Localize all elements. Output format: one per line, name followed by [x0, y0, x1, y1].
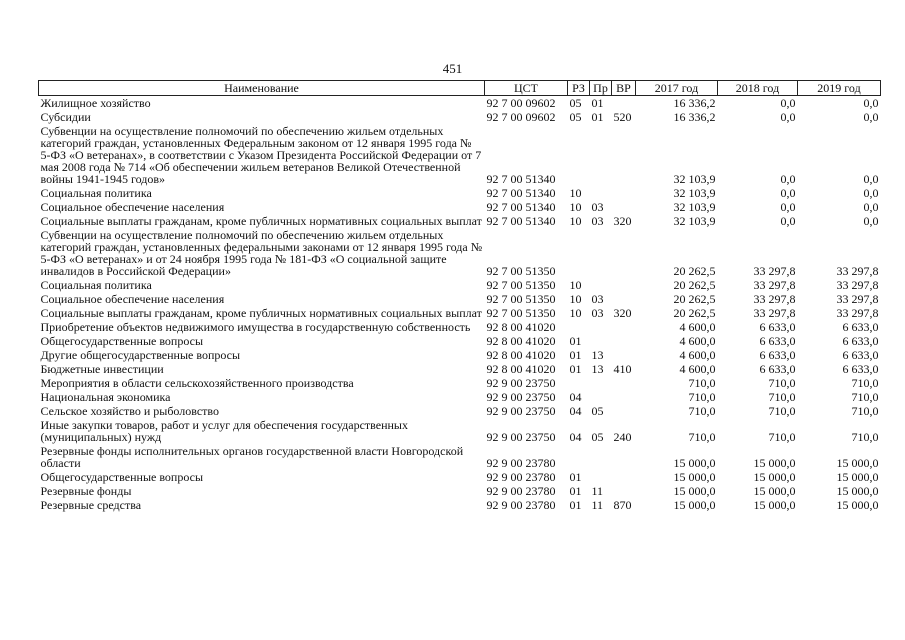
cell-2018: 33 297,8 [753, 278, 796, 292]
cell-pr [590, 278, 612, 292]
cell-2018: 0,0 [780, 172, 796, 186]
header-name: Наименование [39, 81, 485, 96]
cell-cst: 92 7 00 51340 [486, 200, 556, 214]
cell-cst: 92 7 00 51350 [486, 264, 556, 278]
table-row [39, 444, 881, 470]
cell-rz [568, 444, 590, 470]
cell-2017: 710,0 [688, 430, 716, 444]
cell-2017: 15 000,0 [673, 484, 716, 498]
cell-rz: 10 [569, 214, 582, 228]
budget-table [38, 80, 881, 512]
cell-cst: 92 9 00 23750 [486, 390, 556, 404]
cell-2019: 33 297,8 [836, 292, 879, 306]
cell-2018: 710,0 [768, 404, 796, 418]
cell-2019: 15 000,0 [836, 498, 879, 512]
cell-name: Сельское хозяйство и рыболовство [40, 404, 220, 418]
cell-rz [568, 376, 590, 390]
cell-pr: 05 [591, 404, 604, 418]
table-row [39, 110, 881, 124]
cell-vr [612, 484, 636, 498]
cell-2019: 15 000,0 [836, 456, 879, 470]
cell-name: Иные закупки товаров, работ и услуг для обеспечения государственных (муниципальных) нужд [40, 418, 408, 444]
cell-2017: 20 262,5 [673, 264, 716, 278]
cell-2019: 33 297,8 [836, 264, 879, 278]
cell-2019: 710,0 [851, 430, 879, 444]
cell-2019: 33 297,8 [836, 278, 879, 292]
cell-pr: 11 [591, 484, 604, 498]
cell-2019: 33 297,8 [836, 306, 879, 320]
cell-2017: 710,0 [688, 404, 716, 418]
cell-2017: 32 103,9 [673, 200, 716, 214]
cell-vr [612, 404, 636, 418]
cell-2018: 15 000,0 [753, 498, 796, 512]
cell-name: Резервные фонды [40, 484, 132, 498]
cell-cst: 92 9 00 23750 [486, 376, 556, 390]
cell-cst: 92 7 00 51340 [486, 172, 556, 186]
cell-2017: 15 000,0 [673, 470, 716, 484]
cell-vr [612, 228, 636, 278]
cell-name: Жилищное хозяйство [40, 96, 151, 110]
cell-2019: 0,0 [863, 186, 879, 200]
cell-2019: 6 633,0 [842, 334, 879, 348]
cell-2017: 710,0 [688, 390, 716, 404]
cell-name: Общегосударственные вопросы [40, 334, 204, 348]
cell-2018: 710,0 [768, 376, 796, 390]
table-header-row [39, 81, 881, 96]
table-row [39, 362, 881, 376]
cell-2017: 710,0 [688, 376, 716, 390]
cell-2018: 15 000,0 [753, 470, 796, 484]
cell-vr [612, 444, 636, 470]
page-number: 451 [442, 61, 463, 76]
cell-2018: 0,0 [780, 214, 796, 228]
header-pr: Пр [590, 81, 612, 96]
cell-vr [612, 186, 636, 200]
cell-2019: 0,0 [863, 172, 879, 186]
table-row [39, 418, 881, 444]
cell-vr [612, 334, 636, 348]
table-row [39, 348, 881, 362]
cell-rz: 04 [569, 390, 582, 404]
cell-cst: 92 9 00 23750 [486, 430, 556, 444]
cell-2017: 20 262,5 [673, 292, 716, 306]
cell-2018: 710,0 [768, 390, 796, 404]
cell-2018: 0,0 [780, 186, 796, 200]
cell-2017: 32 103,9 [673, 172, 716, 186]
cell-rz: 10 [569, 292, 582, 306]
cell-2017: 20 262,5 [673, 306, 716, 320]
cell-pr: 03 [591, 306, 604, 320]
cell-2019: 15 000,0 [836, 470, 879, 484]
cell-2019: 0,0 [863, 110, 879, 124]
cell-2019: 0,0 [863, 214, 879, 228]
cell-rz: 10 [569, 306, 582, 320]
cell-rz: 05 [569, 110, 582, 124]
cell-vr: 410 [613, 362, 632, 376]
cell-2018: 33 297,8 [753, 292, 796, 306]
cell-2019: 6 633,0 [842, 362, 879, 376]
cell-pr: 11 [591, 498, 604, 512]
cell-2018: 0,0 [780, 110, 796, 124]
cell-pr [590, 228, 612, 278]
cell-rz [568, 320, 590, 334]
header-2018: 2018 год [718, 81, 798, 96]
cell-2017: 32 103,9 [673, 186, 716, 200]
table-row [39, 214, 881, 228]
cell-2018: 710,0 [768, 430, 796, 444]
cell-pr [590, 444, 612, 470]
cell-2019: 15 000,0 [836, 484, 879, 498]
cell-2018: 0,0 [780, 200, 796, 214]
cell-cst: 92 9 00 23780 [486, 470, 556, 484]
cell-name: Субсидии [40, 110, 91, 124]
header-2019: 2019 год [798, 81, 881, 96]
table-row [39, 186, 881, 200]
cell-name: Резервные средства [40, 498, 142, 512]
cell-vr [612, 96, 636, 111]
cell-cst: 92 7 00 51350 [486, 306, 556, 320]
cell-cst: 92 9 00 23750 [486, 404, 556, 418]
cell-pr [590, 320, 612, 334]
cell-rz: 01 [569, 498, 582, 512]
table-row [39, 498, 881, 512]
cell-2019: 710,0 [851, 404, 879, 418]
cell-2019: 710,0 [851, 376, 879, 390]
cell-rz: 04 [569, 430, 582, 444]
cell-name: Социальное обеспечение населения [40, 200, 225, 214]
table-row [39, 292, 881, 306]
cell-cst: 92 7 00 51340 [486, 214, 556, 228]
table-row [39, 200, 881, 214]
cell-cst: 92 8 00 41020 [486, 320, 556, 334]
cell-name: Социальная политика [40, 278, 152, 292]
cell-name: Другие общегосударственные вопросы [40, 348, 241, 362]
cell-pr [590, 390, 612, 404]
table-row [39, 228, 881, 278]
cell-name: Социальные выплаты гражданам, кроме публичных нормативных социальных выплат [40, 306, 482, 320]
cell-pr: 03 [591, 214, 604, 228]
cell-2017: 4 600,0 [679, 348, 716, 362]
cell-pr [590, 376, 612, 390]
header-vr: ВР [612, 81, 636, 96]
table-row [39, 404, 881, 418]
cell-vr [612, 320, 636, 334]
cell-pr [590, 334, 612, 348]
cell-vr: 320 [613, 214, 632, 228]
cell-vr [612, 390, 636, 404]
cell-2017: 15 000,0 [673, 456, 716, 470]
cell-name: Социальная политика [40, 186, 152, 200]
cell-vr [612, 348, 636, 362]
cell-2017: 4 600,0 [679, 362, 716, 376]
cell-vr [612, 200, 636, 214]
cell-cst: 92 7 00 51340 [486, 186, 556, 200]
cell-2019: 0,0 [863, 96, 879, 110]
table-body [39, 96, 881, 513]
cell-pr: 05 [591, 430, 604, 444]
cell-pr: 03 [591, 292, 604, 306]
cell-name: Приобретение объектов недвижимого имущества в государственную собственность [40, 320, 471, 334]
table-row [39, 306, 881, 320]
cell-cst: 92 7 00 09602 [486, 110, 556, 124]
table-row [39, 96, 881, 111]
table-row [39, 376, 881, 390]
table-row [39, 484, 881, 498]
cell-pr: 01 [591, 110, 604, 124]
cell-vr: 870 [613, 498, 632, 512]
cell-2019: 0,0 [863, 200, 879, 214]
cell-2017: 15 000,0 [673, 498, 716, 512]
cell-2018: 33 297,8 [753, 264, 796, 278]
cell-pr [590, 124, 612, 186]
cell-cst: 92 7 00 51350 [486, 292, 556, 306]
cell-vr [612, 292, 636, 306]
cell-cst: 92 9 00 23780 [486, 484, 556, 498]
cell-cst: 92 8 00 41020 [486, 334, 556, 348]
cell-vr [612, 124, 636, 186]
cell-vr: 520 [613, 110, 632, 124]
cell-cst: 92 9 00 23780 [486, 498, 556, 512]
cell-2018: 6 633,0 [759, 362, 796, 376]
cell-pr: 03 [591, 200, 604, 214]
cell-2017: 4 600,0 [679, 320, 716, 334]
cell-2019: 710,0 [851, 390, 879, 404]
cell-2019: 6 633,0 [842, 348, 879, 362]
cell-rz: 01 [569, 334, 582, 348]
cell-pr [590, 186, 612, 200]
cell-name: Социальное обеспечение населения [40, 292, 225, 306]
cell-rz: 10 [569, 186, 582, 200]
header-cst: ЦСТ [485, 81, 568, 96]
cell-2018: 6 633,0 [759, 320, 796, 334]
cell-2019: 6 633,0 [842, 320, 879, 334]
cell-2018: 15 000,0 [753, 484, 796, 498]
cell-rz: 01 [569, 348, 582, 362]
table-row [39, 320, 881, 334]
cell-2017: 4 600,0 [679, 334, 716, 348]
cell-2018: 0,0 [780, 96, 796, 110]
cell-vr [612, 376, 636, 390]
cell-name: Общегосударственные вопросы [40, 470, 204, 484]
cell-2017: 32 103,9 [673, 214, 716, 228]
header-2017: 2017 год [636, 81, 718, 96]
cell-rz [568, 228, 590, 278]
cell-vr: 320 [613, 306, 632, 320]
table-row [39, 124, 881, 186]
cell-rz: 04 [569, 404, 582, 418]
cell-name: Социальные выплаты гражданам, кроме публичных нормативных социальных выплат [40, 214, 482, 228]
cell-cst: 92 7 00 09602 [486, 96, 556, 110]
cell-rz: 01 [569, 470, 582, 484]
cell-rz: 01 [569, 484, 582, 498]
cell-cst: 92 7 00 51350 [486, 278, 556, 292]
cell-name: Мероприятия в области сельскохозяйственного производства [40, 376, 354, 390]
cell-vr [612, 278, 636, 292]
table-row [39, 334, 881, 348]
cell-cst: 92 9 00 23780 [486, 456, 556, 470]
cell-pr: 13 [591, 348, 604, 362]
cell-2017: 20 262,5 [673, 278, 716, 292]
cell-pr: 01 [591, 96, 604, 110]
cell-cst: 92 8 00 41020 [486, 362, 556, 376]
header-rz: РЗ [568, 81, 590, 96]
table-row [39, 278, 881, 292]
cell-vr [612, 470, 636, 484]
cell-rz: 05 [569, 96, 582, 110]
cell-2017: 16 336,2 [673, 96, 716, 110]
cell-rz: 01 [569, 362, 582, 376]
cell-2017: 16 336,2 [673, 110, 716, 124]
cell-name: Бюджетные инвестиции [40, 362, 164, 376]
cell-name: Субвенции на осуществление полномочий по обеспечению жильем отдельных категорий граждан, установленных федеральными законами от 12 января 1995 года № 5-ФЗ «О ветеранах» и от 24 ноября 1995 года № 181-ФЗ «О социальной защите инвалидов в Российской Федерации» [40, 228, 483, 278]
cell-rz [568, 124, 590, 186]
cell-cst: 92 8 00 41020 [486, 348, 556, 362]
cell-name: Национальная экономика [40, 390, 171, 404]
cell-2018: 33 297,8 [753, 306, 796, 320]
table-row [39, 470, 881, 484]
cell-2018: 6 633,0 [759, 334, 796, 348]
cell-name: Резервные фонды исполнительных органов государственной власти Новгородской области [40, 444, 464, 470]
cell-vr: 240 [613, 430, 632, 444]
cell-rz: 10 [569, 200, 582, 214]
cell-pr: 13 [591, 362, 604, 376]
cell-2018: 6 633,0 [759, 348, 796, 362]
cell-pr [590, 470, 612, 484]
cell-rz: 10 [569, 278, 582, 292]
cell-name: Субвенции на осуществление полномочий по обеспечению жильем отдельных категорий граждан, установленных Федеральным законом от 12 января 1995 года № 5-ФЗ «О ветеранах», в соответствии с Указом Президента Российской Федерации от 7 мая 2008 года № 714 «Об обеспечении жильем ветеранов Великой Отечественной войны 1941-1945 годов» [40, 124, 482, 186]
table-row [39, 390, 881, 404]
cell-2018: 15 000,0 [753, 456, 796, 470]
